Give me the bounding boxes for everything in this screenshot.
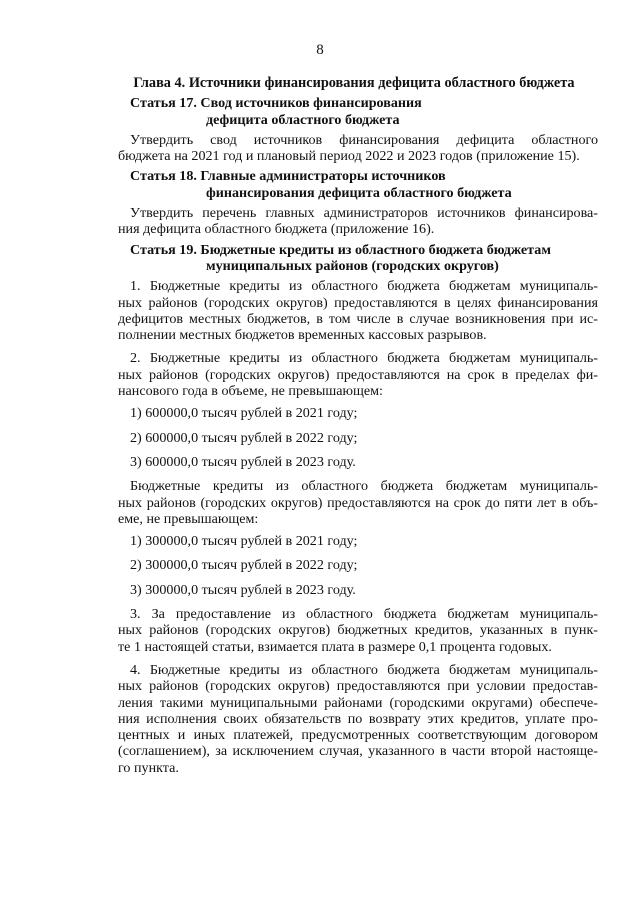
article-19-point-4 bbox=[118, 662, 598, 776]
paragraph-line: 1. Бюджетные кредиты из областного бюджета бюджетам муниципаль- bbox=[130, 278, 598, 295]
list-item: 2) 600000,0 тысяч рублей в 2022 году; bbox=[130, 429, 358, 446]
list-item: 3) 300000,0 тысяч рублей в 2023 году. bbox=[130, 581, 356, 598]
paragraph-line: 4. Бюджетные кредиты из областного бюджета бюджетам муниципаль- bbox=[130, 661, 598, 678]
article-17-heading-line2: дефицита областного бюджета bbox=[206, 111, 400, 128]
paragraph-line: те 1 настоящей статьи, взимается плата в размере 0,1 процента годовых. bbox=[118, 638, 552, 655]
paragraph-line: Бюджетные кредиты из областного бюджета бюджетам муниципаль- bbox=[130, 478, 598, 495]
article-19-point-2-part-2 bbox=[118, 478, 598, 527]
paragraph-line: Утвердить перечень главных администраторов источников финансирова- bbox=[130, 205, 598, 222]
paragraph-line: дефицитов местных бюджетов, в том числе в случае возникновения при ис- bbox=[118, 310, 598, 327]
paragraph-line: центных и иных платежей, предусмотренных соответствующим договором bbox=[118, 727, 598, 744]
article-18-heading bbox=[130, 168, 598, 201]
page-content bbox=[118, 75, 598, 776]
article-19-heading bbox=[130, 242, 598, 275]
article-19-point-1 bbox=[118, 278, 598, 343]
list-item: 1) 300000,0 тысяч рублей в 2021 году; bbox=[130, 533, 358, 550]
paragraph-line: нансового года в объеме, не превышающем: bbox=[118, 383, 383, 400]
article-18-heading-line1: Статья 18. Главные администраторы источников bbox=[130, 168, 446, 185]
paragraph-line: ных районов (городских округов) предоставляются на срок в пределах фи- bbox=[118, 366, 598, 383]
article-19-heading-line2: муниципальных районов (городских округов) bbox=[206, 257, 499, 274]
paragraph-line: ления такими муниципальными районами (городскими округами) обеспече- bbox=[118, 694, 598, 711]
paragraph-line: ния дефицита областного бюджета (приложение 16). bbox=[118, 221, 435, 238]
paragraph-line: ных районов (городских округов) предоставляются в целях финансирования bbox=[118, 294, 598, 311]
paragraph-line: ных районов (городских округов) предоставляются на срок до пяти лет в объ- bbox=[118, 494, 598, 511]
page-number: 8 bbox=[316, 42, 324, 58]
paragraph-line: Утвердить свод источников финансирования дефицита областного bbox=[130, 131, 598, 148]
article-18-heading-line2: финансирования дефицита областного бюджета bbox=[206, 184, 512, 201]
paragraph-line: 3. За предоставление из областного бюджета бюджетам муниципаль- bbox=[130, 606, 598, 623]
article-17-heading bbox=[130, 95, 598, 128]
article-17-heading-line1: Статья 17. Свод источников финансирования bbox=[130, 95, 422, 112]
paragraph-line: еме, не превышающем: bbox=[118, 510, 259, 527]
list-item: 2) 300000,0 тысяч рублей в 2022 году; bbox=[130, 557, 358, 574]
chapter-title: Глава 4. Источники финансирования дефицита областного бюджета bbox=[133, 75, 575, 91]
article-18-paragraph bbox=[118, 205, 598, 238]
paragraph-line: ных районов (городских округов) предоставляются при условии предостав- bbox=[118, 678, 598, 695]
list-item: 1) 600000,0 тысяч рублей в 2021 году; bbox=[130, 405, 358, 422]
article-19-heading-line1: Статья 19. Бюджетные кредиты из областного бюджета бюджетам bbox=[130, 241, 551, 258]
paragraph-line: го пункта. bbox=[118, 759, 179, 776]
paragraph-line: бюджета на 2021 год и плановый период 2022 и 2023 годов (приложение 15). bbox=[118, 148, 580, 165]
paragraph-line: (соглашением), за исключением случая, указанного в части второй настояще- bbox=[118, 743, 598, 760]
article-17-paragraph bbox=[118, 132, 598, 165]
paragraph-line: полнении местных бюджетов временных кассовых разрывов. bbox=[118, 327, 487, 344]
article-19-point-3 bbox=[118, 606, 598, 655]
paragraph-line: ных районов (городских округов) бюджетных кредитов, указанных в пунк- bbox=[118, 622, 598, 639]
paragraph-line: 2. Бюджетные кредиты из областного бюджета бюджетам муниципаль- bbox=[130, 350, 598, 367]
list-item: 3) 600000,0 тысяч рублей в 2023 году. bbox=[130, 453, 356, 470]
article-19-point-2 bbox=[118, 350, 598, 399]
paragraph-line: ния исполнения своих обязательств по возврату этих кредитов, уплате про- bbox=[118, 710, 598, 727]
